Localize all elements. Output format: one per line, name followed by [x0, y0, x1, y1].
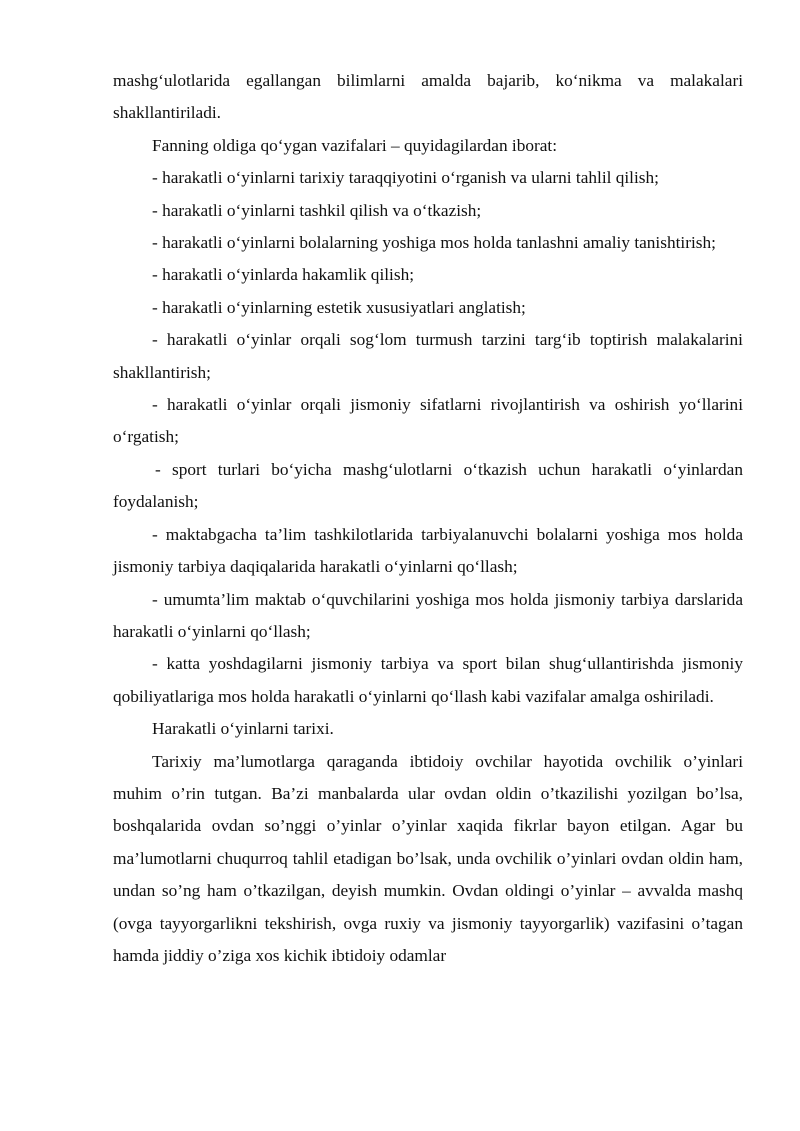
section-heading: Harakatli o‘yinlarni tarixi. — [152, 719, 334, 739]
list-item-task: - harakatli o‘yinlarni tarixiy taraqqiyotini o‘rganish va ularni tahlil qilish; — [152, 168, 659, 188]
list-item-task: - harakatli o‘yinlarda hakamlik qilish; — [152, 265, 415, 285]
list-item-task: - katta yoshdagilarni jismoniy tarbiya va sport bilan shug‘ullantirishda jismoniy qobiliyatlariga mos holda harakatli o‘yinlarni qo‘llash kabi vazifalar amalga oshiriladi. — [113, 654, 743, 706]
list-item-task: - sport turlari bo‘yicha mashg‘ulotlarni o‘tkazish uchun harakatli o‘yinlardan foydalanish; — [113, 459, 743, 512]
list-item-task: - maktabgacha ta’lim tashkilotlarida tarbiyalanuvchi bolalarni yoshiga mos holda jismoniy tarbiya daqiqalarida harakatli o‘yinlarni qo‘llash; — [113, 524, 743, 577]
paragraph-tasks-intro: Fanning oldiga qo‘ygan vazifalari – quyidagilardan iborat: — [152, 135, 558, 155]
list-item-task: - umumta’lim maktab o‘quvchilarini yoshiga mos holda jismoniy tarbiya darslarida harakatli o‘yinlarni qo‘llash; — [113, 589, 743, 641]
document-page — [113, 65, 743, 972]
list-item-task: - harakatli o‘yinlarni tashkil qilish va o‘tkazish; — [152, 200, 482, 220]
list-item-task: - harakatli o‘yinlarni bolalarning yoshiga mos holda tanlashni amaliy tanishtirish; — [152, 233, 716, 253]
paragraph-history: Tarixiy ma’lumotlarga qaraganda ibtidoiy ovchilar hayotida ovchilik o’yinlari muhim o’rin tutgan. Ba’zi manbalarda ular ovdan oldin o’tkazilishi yozilgan bo’lsa, boshqalarida ovdan so’nggi o’yinlar o’yinlar xaqida fikrlar bayon etilgan. Agar bu ma’lumotlarni chuqurroq tahlil etadigan bo’lsak, unda ovchilik o’yinlari ovdan oldin ham, undan so’ng ham o’tkazilgan, deyish mumkin. Ovdan oldingi o’yinlar – avvalda mashq (ovga tayyorgarlikni tekshirish, ovga ruxiy va jismoniy tayyorgarlik) vazifasini o’tagan hamda jiddiy o’ziga xos kichik ibtidoiy odamlar — [113, 751, 743, 965]
list-item-task: - harakatli o‘yinlarning estetik xususiyatlari anglatish; — [152, 297, 526, 317]
list-item-task: - harakatli o‘yinlar orqali sog‘lom turmush tarzini targ‘ib toptirish malakalarini shakllantirish; — [113, 330, 743, 382]
list-item-task: - harakatli o‘yinlar orqali jismoniy sifatlarni rivojlantirish va oshirish yo‘llarini o‘rgatish; — [113, 395, 743, 447]
paragraph-continuation: mashg‘ulotlarida egallangan bilimlarni amalda bajarib, ko‘nikma va malakalari shakllantiriladi. — [113, 71, 743, 123]
